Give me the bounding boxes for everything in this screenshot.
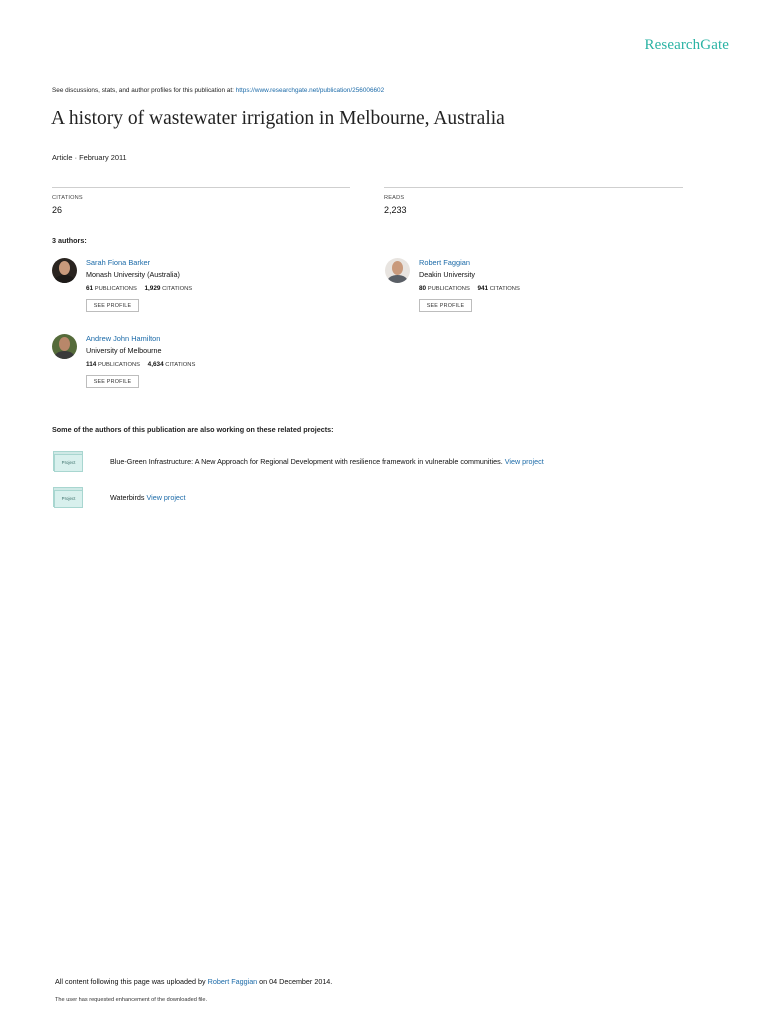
publications-label: PUBLICATIONS — [97, 362, 141, 368]
avatar[interactable] — [52, 334, 77, 359]
project-item — [110, 493, 186, 502]
discussion-text: See discussions, stats, and author profiles for this publication at: — [52, 87, 236, 94]
citations-label: CITATIONS — [489, 286, 520, 292]
reads-value: 2,233 — [384, 205, 407, 215]
see-profile-button[interactable]: SEE PROFILE — [419, 299, 472, 312]
author-name[interactable]: Robert Faggian — [419, 258, 470, 267]
uploader-link[interactable]: Robert Faggian — [207, 977, 258, 986]
citations-label: CITATIONS — [165, 362, 196, 368]
author-stats — [419, 285, 520, 292]
author-institution: University of Melbourne — [86, 346, 162, 355]
publication-link[interactable]: https://www.researchgate.net/publication/256006602 — [235, 87, 385, 94]
discussion-line — [52, 87, 384, 94]
view-project-link[interactable]: View project — [146, 493, 186, 502]
publications-count: 61 — [86, 285, 94, 292]
author-stats — [86, 361, 195, 368]
enhancement-note: The user has requested enhancement of the downloaded file. — [55, 997, 208, 1003]
authors-heading: 3 authors: — [52, 236, 87, 245]
upload-prefix: All content following this page was uploaded by — [55, 977, 208, 986]
project-item — [110, 457, 544, 466]
upload-note — [55, 977, 332, 986]
related-projects-heading: Some of the authors of this publication are also working on these related projects: — [52, 425, 334, 434]
citations-label: CITATIONS — [162, 286, 193, 292]
citations-label: CITATIONS — [52, 195, 83, 201]
citations-value: 26 — [52, 205, 63, 215]
citations-count: 4,634 — [147, 361, 164, 368]
publications-count: 114 — [86, 361, 97, 368]
publications-count: 80 — [419, 285, 427, 292]
project-folder-icon: Project — [53, 487, 83, 508]
reads-label: READS — [384, 195, 405, 201]
author-name[interactable]: Andrew John Hamilton — [86, 334, 161, 343]
citations-count: 941 — [477, 285, 489, 292]
researchgate-logo[interactable]: ResearchGate — [644, 37, 729, 53]
publications-label: PUBLICATIONS — [94, 286, 137, 292]
page-title: A history of wastewater irrigation in Melbourne, Australia — [51, 108, 505, 129]
project-title: Blue-Green Infrastructure: A New Approach for Regional Development with resilience framework in vulnerable communities. — [110, 457, 505, 466]
view-project-link[interactable]: View project — [504, 457, 544, 466]
author-institution: Monash University (Australia) — [86, 270, 180, 279]
see-profile-button[interactable]: SEE PROFILE — [86, 299, 139, 312]
avatar[interactable] — [385, 258, 410, 283]
author-institution: Deakin University — [419, 270, 475, 279]
author-name[interactable]: Sarah Fiona Barker — [86, 258, 151, 267]
project-folder-icon: Project — [53, 451, 83, 472]
article-meta: Article · February 2011 — [52, 153, 127, 162]
divider-reads — [384, 187, 683, 188]
citations-count: 1,929 — [144, 285, 161, 292]
divider-citations — [52, 187, 350, 188]
publications-label: PUBLICATIONS — [427, 286, 470, 292]
see-profile-button[interactable]: SEE PROFILE — [86, 375, 139, 388]
author-stats — [86, 285, 192, 292]
upload-suffix: on 04 December 2014. — [257, 977, 333, 986]
avatar[interactable] — [52, 258, 77, 283]
project-title: Waterbirds — [110, 493, 147, 502]
